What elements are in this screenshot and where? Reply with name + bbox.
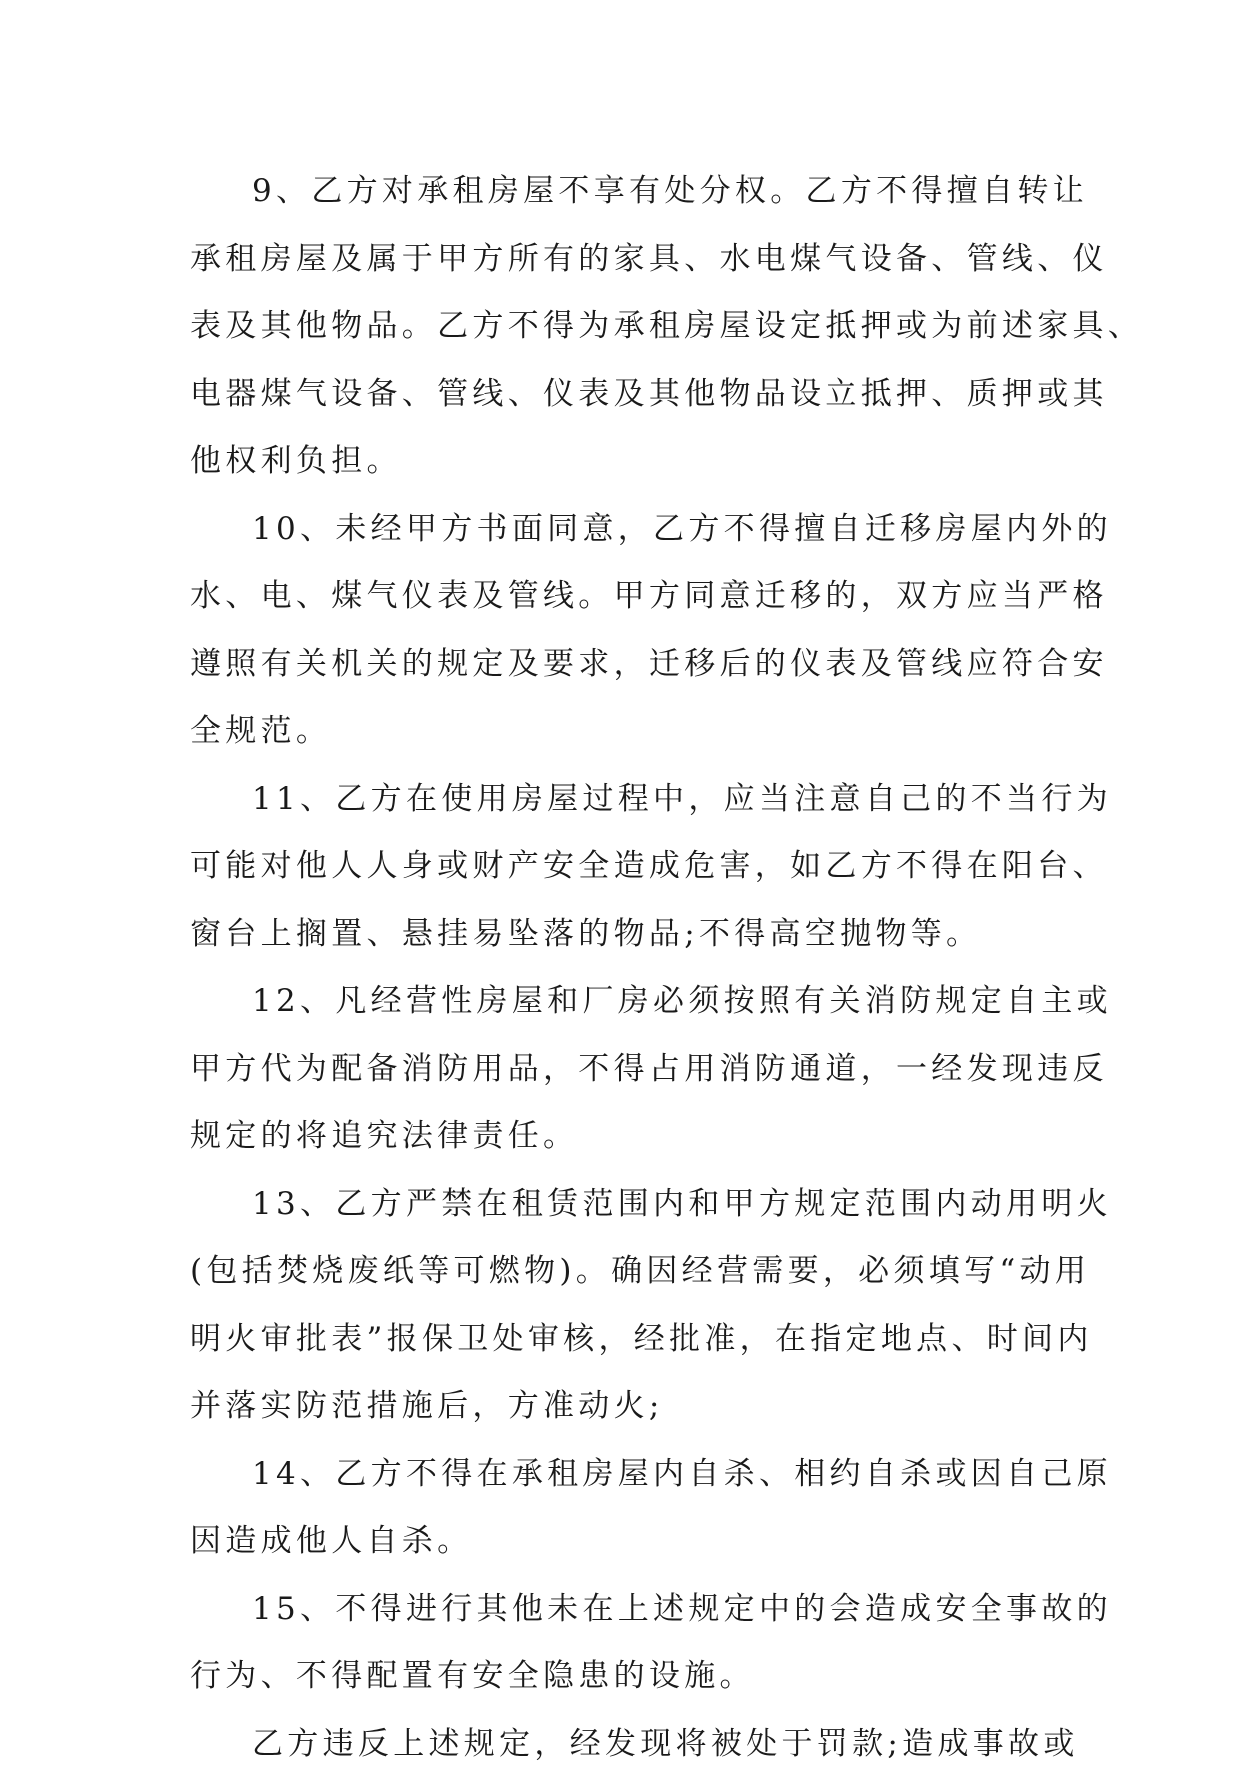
text-line: 11、乙方在使用房屋过程中，应当注意自己的不当行为	[190, 766, 1090, 834]
text-line: 9、乙方对承租房屋不享有处分权。乙方不得擅自转让	[190, 158, 1090, 226]
text-line: 窗台上搁置、悬挂易坠落的物品;不得高空抛物等。	[190, 901, 1090, 969]
text-line: 13、乙方严禁在租赁范围内和甲方规定范围内动用明火	[190, 1171, 1090, 1239]
text-line: 承租房屋及属于甲方所有的家具、水电煤气设备、管线、仪	[190, 226, 1090, 294]
text-line: 14、乙方不得在承租房屋内自杀、相约自杀或因自己原	[190, 1441, 1090, 1509]
document-body	[190, 158, 1090, 1778]
text-line: 并落实防范措施后，方准动火;	[190, 1373, 1090, 1441]
text-line: 明火审批表”报保卫处审核，经批准，在指定地点、时间内	[190, 1306, 1090, 1374]
paragraph-clause-13	[190, 1171, 1090, 1441]
text-line: 规定的将追究法律责任。	[190, 1103, 1090, 1171]
paragraph-violation-clause	[190, 1711, 1090, 1778]
text-line: 12、凡经营性房屋和厂房必须按照有关消防规定自主或	[190, 968, 1090, 1036]
paragraph-clause-9	[190, 158, 1090, 496]
text-line: 10、未经甲方书面同意，乙方不得擅自迁移房屋内外的	[190, 496, 1090, 564]
text-line: 遵照有关机关的规定及要求，迁移后的仪表及管线应符合安	[190, 631, 1090, 699]
paragraph-clause-12	[190, 968, 1090, 1171]
text-line: 全规范。	[190, 698, 1090, 766]
text-line: 甲方代为配备消防用品，不得占用消防通道，一经发现违反	[190, 1036, 1090, 1104]
paragraph-clause-15	[190, 1576, 1090, 1711]
text-line: 水、电、煤气仪表及管线。甲方同意迁移的，双方应当严格	[190, 563, 1090, 631]
text-line: 可能对他人人身或财产安全造成危害，如乙方不得在阳台、	[190, 833, 1090, 901]
text-line: 因造成他人自杀。	[190, 1508, 1090, 1576]
text-line: 行为、不得配置有安全隐患的设施。	[190, 1643, 1090, 1711]
text-line: 电器煤气设备、管线、仪表及其他物品设立抵押、质押或其	[190, 361, 1090, 429]
text-line: 他权利负担。	[190, 428, 1090, 496]
text-line: 表及其他物品。乙方不得为承租房屋设定抵押或为前述家具、	[190, 293, 1090, 361]
text-line: 乙方违反上述规定，经发现将被处于罚款;造成事故或	[190, 1711, 1090, 1778]
paragraph-clause-10	[190, 496, 1090, 766]
paragraph-clause-14	[190, 1441, 1090, 1576]
paragraph-clause-11	[190, 766, 1090, 969]
text-line: 15、不得进行其他未在上述规定中的会造成安全事故的	[190, 1576, 1090, 1644]
text-line: (包括焚烧废纸等可燃物)。确因经营需要，必须填写“动用	[190, 1238, 1090, 1306]
